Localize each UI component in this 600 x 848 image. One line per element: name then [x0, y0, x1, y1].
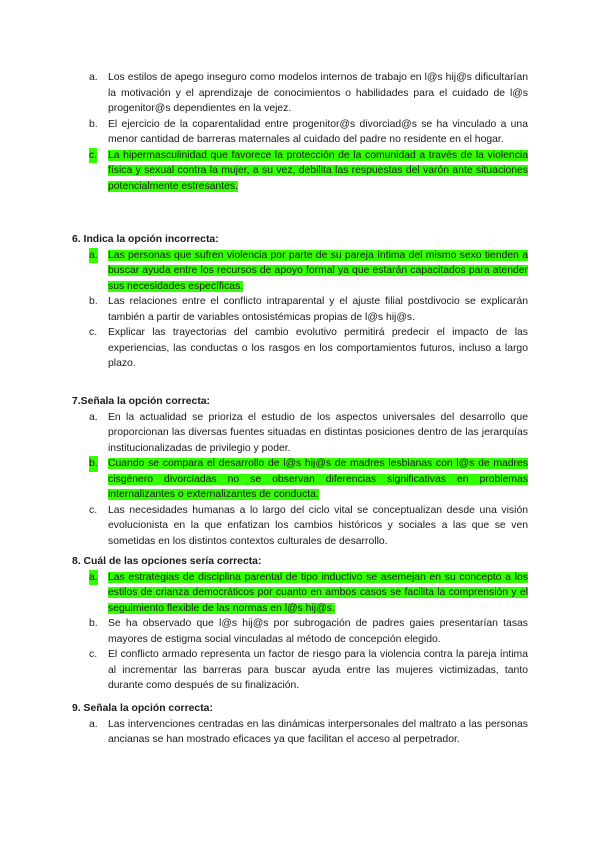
option-item-highlighted	[72, 456, 528, 503]
option-list	[72, 717, 528, 748]
option-letter: a.	[89, 411, 98, 423]
option-letter: b.	[89, 618, 98, 629]
option-item	[72, 717, 528, 748]
option-item-highlighted	[72, 248, 528, 295]
option-letter: a.	[89, 718, 98, 730]
question-title: 7.Señala la opción correcta:	[72, 396, 211, 407]
option-text: La hipermasculinidad que favorece la protección de la comunidad a través de la violencia física y sexual contra la mujer, a su vez, debilita las respuestas del varón ante situaciones potencialmente estresantes.	[108, 149, 528, 192]
option-text: Explicar las trayectorias del cambio evolutivo permitirá predecir el impacto de las experiencias, las conductas o los rasgos en los comportamientos futuros, incluso a largo plazo.	[108, 327, 528, 369]
option-item	[72, 117, 528, 148]
option-item	[72, 410, 528, 457]
question-block-6	[72, 232, 528, 372]
option-text: Los estilos de apego inseguro como modelos internos de trabajo en l@s hij@s dificultarían la motivación y el aprendizaje de conocimientos o habilidades para el cuidado de l@s progenitor@s dependientes en la vejez.	[108, 72, 528, 114]
option-letter: b.	[89, 296, 98, 307]
option-text: El ejercicio de la coparentalidad entre progenitor@s divorciad@s se ha vinculado a una menor cantidad de barreras maternales al cuidado del padre no residente en el hogar.	[108, 118, 528, 145]
option-letter: c.	[89, 327, 98, 338]
option-letter: b.	[89, 456, 98, 472]
option-text: Las personas que sufren violencia por parte de su pareja íntima del mismo sexo tienden a buscar ayuda entre los recursos de apoyo formal ya que estarán capacitados para atender sus necesidades específicas.	[108, 249, 528, 292]
option-letter: c.	[89, 148, 97, 164]
option-text: Las estrategias de disciplina parental de tipo inductivo se asemejan en su concepto a los estilos de crianza democráticos por cuanto en ambos casos se facilita la comprensión y el seguimiento flexible de las normas en l@s hij@s.	[108, 571, 528, 614]
option-item-highlighted	[72, 570, 528, 617]
option-text: Las relaciones entre el conflicto intraparental y el ajuste filial postdivocio se explicarán también a partir de variables ontosistémicas propias de l@s hij@s.	[108, 296, 528, 323]
question-block-5-continued	[72, 70, 528, 194]
option-item	[72, 70, 528, 117]
option-list	[72, 410, 528, 550]
option-list	[72, 248, 528, 372]
option-item	[72, 616, 528, 647]
option-letter: c.	[89, 504, 98, 516]
option-item	[72, 503, 528, 550]
option-text: El conflicto armado representa un factor de riesgo para la violencia contra la pareja íntima al incrementar las barreras para buscar ayuda entre las mujeres victimizadas, tanto durante como después de su finalización.	[108, 649, 528, 691]
question-title: 8. Cuál de las opciones sería correcta:	[72, 556, 262, 567]
option-text: Las necesidades humanas a lo largo del ciclo vital se conceptualizan desde una visión evolucionista en la que enfatizan los cambios históricos y sociales a las que se ven sometidas en los distintos contextos culturales de desarrollo.	[108, 504, 528, 547]
option-text: En la actualidad se prioriza el estudio de los aspectos universales del desarrollo que proporcionan las diversas fuentes situadas en distintas posiciones dentro de las jerarquías institucionalizadas de privilegio y poder.	[108, 411, 528, 454]
option-item	[72, 647, 528, 694]
option-letter: a.	[89, 570, 98, 586]
option-text: Cuando se compara el desarrollo de l@s hij@s de madres lesbianas con l@s de madres cisgénero divorciadas no se observan diferencias significativas en problemas internalizantes o externalizantes de conducta.	[108, 458, 528, 500]
option-letter: a.	[89, 72, 98, 83]
option-letter: a.	[89, 248, 98, 264]
option-list	[72, 70, 528, 194]
question-block-7	[72, 394, 528, 549]
option-letter: c.	[89, 649, 98, 660]
question-title: 6. Indica la opción incorrecta:	[72, 234, 219, 245]
option-item	[72, 294, 528, 325]
option-text: Las intervenciones centradas en las dinámicas interpersonales del maltrato a las personas ancianas se han mostrado eficaces ya que facilitan el acceso al perpetrador.	[108, 718, 528, 745]
option-item	[72, 325, 528, 372]
question-block-8	[72, 554, 528, 694]
option-item-highlighted	[72, 148, 528, 195]
question-block-9	[72, 701, 528, 748]
question-title: 9. Señala la opción correcta:	[72, 703, 213, 714]
option-letter: b.	[89, 118, 98, 130]
option-list	[72, 570, 528, 694]
option-text: Se ha observado que l@s hij@s por subrogación de padres gaies presentarían tasas mayores de estigma social vinculadas al método de concepción elegido.	[108, 618, 528, 645]
